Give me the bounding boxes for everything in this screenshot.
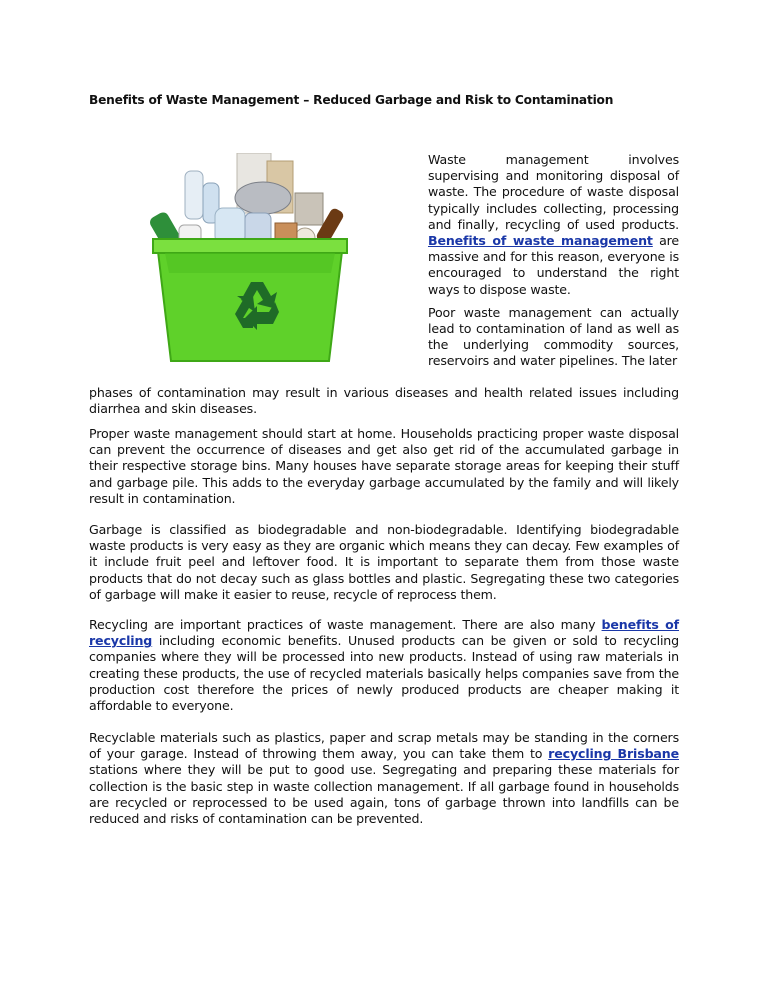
recyclable-materials-paragraph: [89, 730, 679, 827]
intro-paragraph: [428, 152, 679, 298]
recycling-text-end: including economic benefits. Unused products can be given or sold to recycling companies where they will be processed into new products. Instead of using raw materials in creating these products, the use of recycled materials basically helps companies save from the production cost therefore the prices of newly produced products are cheaper making it affordable to everyone.: [89, 633, 679, 714]
recycling-paragraph: [89, 617, 679, 714]
intro-text-end: are massive and for this reason, everyone is encouraged to understand the right ways to dispose waste.: [428, 233, 679, 297]
recycling-bin-image: [145, 153, 355, 373]
recyclable-text-start: Recyclable materials such as plastics, paper and scrap metals may be standing in the corners of your garage. Instead of throwing them away, you can take them to: [89, 730, 679, 762]
home-management-paragraph: Proper waste management should start at home. Households practicing proper waste disposal can prevent the occurrence of diseases and get also get rid of the accumulated garbage in their respective storage bins. Many houses have separate storage areas for keeping their stuff and garbage pile. This adds to the everyday garbage accumulated by the family and will likely result in contamination.: [89, 426, 679, 506]
intro-text-start: Waste management involves supervising and monitoring disposal of waste. The procedure of waste disposal typically includes collecting, processing and finally, recycling of used products.: [428, 152, 679, 232]
benefits-of-waste-management-link[interactable]: Benefits of waste management: [428, 233, 653, 249]
home-management-section: [89, 426, 679, 507]
page-title: Benefits of Waste Management – Reduced Garbage and Risk to Contamination: [89, 93, 614, 107]
recycling-text-start: Recycling are important practices of waste management. There are also many: [89, 617, 602, 632]
recycling-section: [89, 617, 679, 714]
intro-column: [428, 152, 679, 377]
benefits-of-recycling-link[interactable]: benefits of recycling: [89, 617, 680, 649]
recyclable-text-end: stations where they will be put to good use. Segregating and preparing these materials for collection is the basic step in waste collection management. If all garbage found in households are recycled or reprocessed to be used again, tons of garbage thrown into landfills can be reduced and risks of contamination can be prevented.: [89, 762, 679, 827]
garbage-classification-paragraph: Garbage is classified as biodegradable and non-biodegradable. Identifying biodegradable waste products is very easy as they are organic which means they can decay. Few examples of it include fruit peel and leftover food. It is important to separate them from those waste products that do not decay such as glass bottles and plastic. Segregating these two categories of garbage will make it easier to reuse, recycle of reprocess them.: [89, 522, 679, 602]
poor-management-paragraph-end: [89, 385, 679, 417]
contamination-text: phases of contamination may result in various diseases and health related issues including diarrhea and skin diseases.: [89, 385, 679, 417]
poor-management-paragraph-start: Poor waste management can actually lead to contamination of land as well as the underlying commodity sources, reservoirs and water pipelines. The later: [428, 304, 679, 369]
recyclable-materials-section: [89, 730, 679, 827]
recycling-brisbane-link[interactable]: recycling Brisbane: [548, 746, 679, 762]
garbage-classification-section: [89, 522, 679, 603]
